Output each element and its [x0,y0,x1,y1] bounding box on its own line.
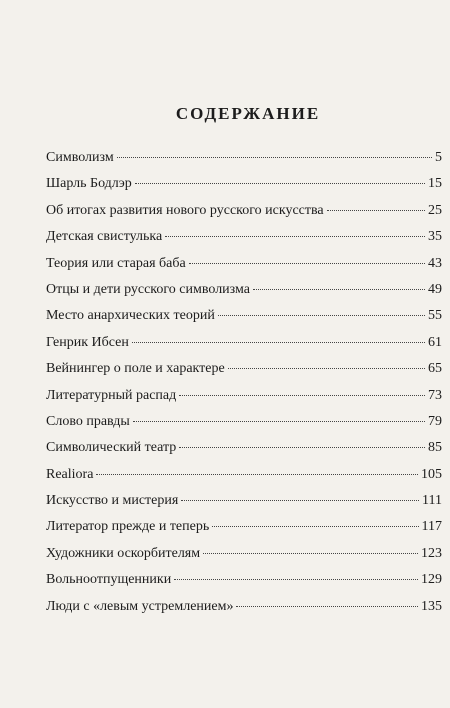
toc-entry [46,335,442,361]
entry-page: 43 [428,255,442,271]
dot-leader [327,210,425,211]
dot-leader [218,315,425,316]
entry-title: Генрик Ибсен [46,334,129,350]
toc-entry [46,599,442,625]
toc-entry [46,256,442,282]
entry-title: Слово правды [46,413,130,429]
entry-title: Realiora [46,466,94,482]
toc-entry [46,440,442,466]
toc-entry [46,229,442,255]
entry-title: Искусство и мистерия [46,493,179,509]
dot-leader [132,342,425,343]
dot-leader [117,157,432,158]
toc-entry [46,308,442,334]
toc-entry [46,282,442,308]
entry-title: Литератор прежде и теперь [46,519,210,535]
entry-page: 35 [428,229,442,245]
table-of-contents [46,104,442,625]
entry-page: 123 [421,545,442,561]
toc-entry [46,493,442,519]
entry-title: Шарль Бодлэр [46,176,132,192]
dot-leader [179,395,425,396]
entry-page: 65 [428,361,442,377]
dot-leader [135,183,425,184]
dot-leader [253,289,425,290]
entry-title: Место анархических теорий [46,308,215,324]
toc-entry [46,388,442,414]
dot-leader [165,236,425,237]
dot-leader [181,500,419,501]
entry-title: Детская свистулька [46,229,163,245]
entry-page: 105 [421,466,442,482]
toc-entry [46,203,442,229]
entry-title: Люди с «левым устремлением» [46,598,234,614]
entry-page: 73 [428,387,442,403]
toc-heading: СОДЕРЖАНИЕ [175,104,321,123]
entry-title: Теория или старая баба [46,255,186,271]
entry-title: Символизм [46,150,114,165]
toc-entry [46,176,442,202]
entry-page: 79 [428,413,442,429]
dot-leader [189,263,425,264]
entry-page: 85 [428,440,442,456]
entry-page: 111 [422,493,442,509]
dot-leader [236,606,418,607]
entry-title: Вейнингер о поле и характере [46,361,225,377]
toc-entry [46,414,442,440]
toc-entry-list [46,150,442,625]
dot-leader [228,368,425,369]
dot-leader [203,553,418,554]
entry-title: Символический театр [46,440,177,456]
dot-leader [133,421,425,422]
dot-leader [179,447,425,448]
entry-title: Вольноотпущенники [46,572,172,588]
entry-page: 55 [428,308,442,324]
entry-title: Отцы и дети русского символизма [46,281,250,297]
entry-page: 25 [428,202,442,218]
dot-leader [96,474,418,475]
entry-title: Об итогах развития нового русского искусства [46,202,324,218]
toc-entry [46,572,442,598]
entry-title: Художники оскорбителям [46,545,201,561]
entry-page: 135 [421,598,442,614]
entry-page: 117 [421,519,442,535]
toc-entry [46,467,442,493]
dot-leader [212,526,418,527]
entry-page: 5 [435,150,442,165]
entry-page: 61 [428,334,442,350]
entry-page: 49 [428,281,442,297]
toc-entry [46,519,442,545]
entry-page: 15 [428,176,442,192]
toc-entry [46,546,442,572]
dot-leader [174,579,418,580]
toc-entry [46,361,442,387]
toc-entry [46,150,442,176]
entry-title: Литературный распад [46,387,177,403]
entry-page: 129 [421,572,442,588]
